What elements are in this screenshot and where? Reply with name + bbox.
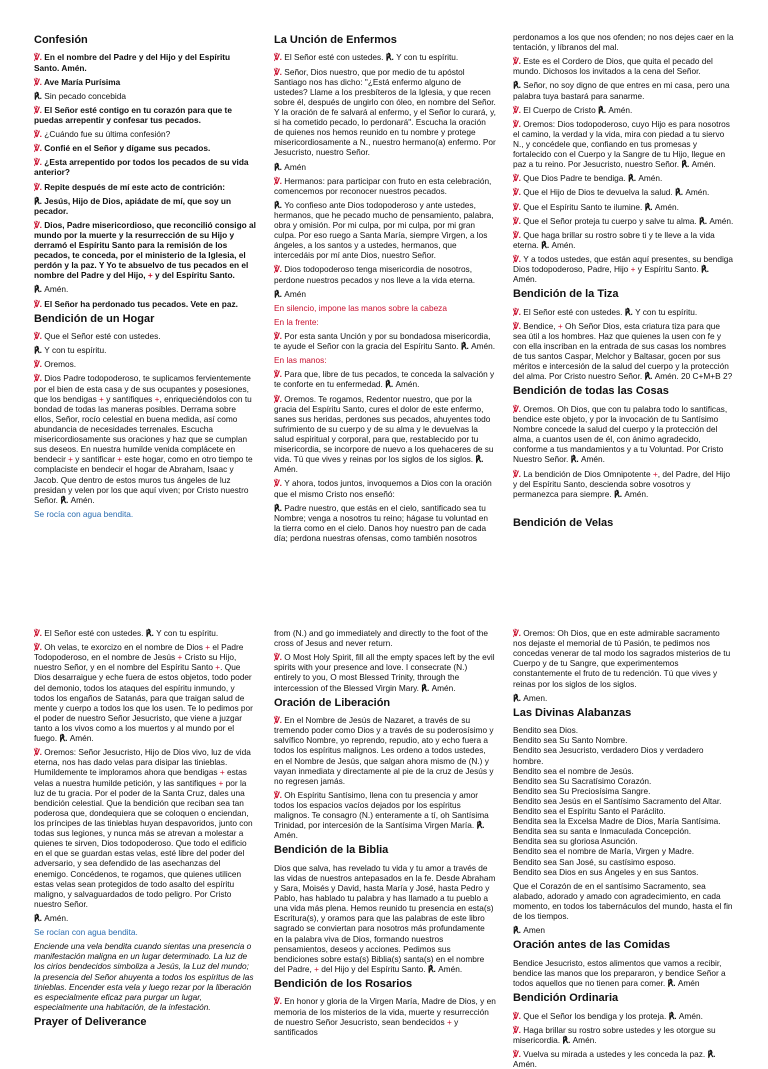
paragraph bbox=[513, 1025, 735, 1045]
paragraph bbox=[274, 369, 496, 389]
paragraph bbox=[34, 373, 256, 504]
paragraph-text: Que el Señor proteja tu cuerpo y salve tu alma. bbox=[523, 215, 697, 226]
response-text: Amén. bbox=[608, 104, 633, 115]
paragraph-text: El Cuerpo de Cristo bbox=[523, 104, 596, 115]
paragraph-text: La bendición de Dios Omnipotente +, del Padre, del Hijo y del Espíritu Santo, descienda sobre vosotros y permanezca para siempre. bbox=[513, 468, 731, 499]
versicle-mark: ℣. bbox=[513, 187, 524, 198]
paragraph bbox=[34, 182, 256, 192]
paragraph-text: Dios que salva, has revelado tu vida y tu amor a través de las vidas de nuestros antepasados en la fe. Desde Abraham y Sara, Moisés y David, hasta María y José, hasta Pedro y Pablo, has hablado tu palabra y has llamado a tu pueblo a una vida más plena. Hemos reunido tu presencia en esta(s) Escritura(s), y oramos para que las palabras de este libro sagrado se conviertan para nosotros más profundamente en la palabra viva de Dios, formando nuestros pensamientos, deseos y acciones. Pedimos sus bendiciones sobre esta(s) Biblia(s) santa(s) en el nombre del Padre, + del Hijo y del Espíritu Santo. bbox=[274, 862, 496, 974]
paragraph-text: Vuelva su mirada a ustedes y les conceda la paz. bbox=[523, 1048, 706, 1059]
response-mark: ℟. bbox=[628, 173, 639, 184]
paragraph-text: El Señor esté con ustedes. bbox=[523, 306, 623, 317]
versicle-mark: ℣. bbox=[274, 264, 285, 275]
paragraph-text: Amen. bbox=[523, 692, 548, 703]
response-mark: ℟. bbox=[675, 187, 686, 198]
response-mark: ℟. bbox=[681, 159, 692, 170]
response-mark: ℟. bbox=[476, 820, 485, 831]
paragraph-text: En silencio, impone las manos sobre la cabeza bbox=[274, 302, 447, 313]
response-text: Amén. 20 C+M+B 2? bbox=[654, 371, 733, 382]
paragraph bbox=[34, 105, 256, 125]
versicle-mark: ℣. bbox=[513, 118, 524, 129]
paragraph bbox=[274, 652, 496, 692]
paragraph-text: Se rocía con agua bendita. bbox=[34, 508, 134, 519]
paragraph bbox=[513, 80, 735, 100]
paragraph bbox=[274, 331, 496, 351]
versicle-mark: ℣. bbox=[34, 642, 45, 653]
paragraph-text: Oremos. Oh Dios, que con tu palabra todo lo santificas, bendice este objeto, y por la invocación de tu Santísimo Nombre concede la salud del cuerpo y la protección del alma, a cuantos usen de él, con ánimo agradecido, conforme a tus mandamientos y a tu Voluntad. Por Cristo Nuestro Señor. bbox=[513, 403, 728, 465]
paragraph bbox=[513, 32, 735, 52]
litany-line: Bendito sea Dios en sus Ángeles y en sus Santos. bbox=[513, 866, 699, 877]
paragraph bbox=[513, 307, 735, 317]
response-text: Amén. bbox=[274, 464, 298, 475]
paragraph bbox=[513, 254, 735, 284]
paragraph-text: Que el Señor los bendiga y los proteja. bbox=[523, 1010, 667, 1021]
paragraph bbox=[34, 52, 256, 72]
versicle-mark: ℣. bbox=[274, 52, 285, 63]
response-mark: ℟. bbox=[624, 306, 636, 317]
section-heading: Oración de Liberación bbox=[274, 696, 391, 709]
paragraph-text: Amén bbox=[284, 288, 306, 299]
response-text: Amén. bbox=[438, 963, 463, 974]
response-text: Amén. bbox=[685, 187, 710, 198]
paragraph bbox=[34, 196, 256, 216]
cross-mark: + bbox=[117, 454, 123, 465]
cross-mark: + bbox=[154, 393, 160, 404]
paragraph bbox=[513, 321, 735, 382]
litany-line: Bendito sea Jesucristo, verdadero Dios y verdadero hombre. bbox=[513, 745, 704, 766]
response-mark: ℟. bbox=[274, 502, 285, 513]
cross-mark: + bbox=[652, 468, 658, 479]
response-text: Amén. bbox=[70, 494, 95, 505]
versicle-mark: ℣. bbox=[274, 652, 285, 663]
response-text: Amén. bbox=[654, 201, 679, 212]
response-text: Amén. bbox=[678, 1010, 703, 1021]
paragraph bbox=[34, 284, 256, 294]
response-text: Amén. bbox=[395, 379, 420, 390]
paragraph bbox=[274, 200, 496, 261]
response-mark: ℟. bbox=[667, 977, 678, 988]
response-mark: ℟. bbox=[460, 341, 472, 352]
paragraph bbox=[513, 1049, 735, 1069]
response-mark: ℟. bbox=[274, 199, 285, 210]
paragraph bbox=[34, 927, 256, 937]
versicle-mark: ℣. bbox=[513, 468, 524, 479]
paragraph-text: Oremos. bbox=[44, 359, 77, 370]
versicle-mark: ℣. bbox=[513, 306, 524, 317]
versicle-mark: ℣. bbox=[274, 393, 285, 404]
cross-mark: + bbox=[99, 393, 104, 404]
page1-column-1 bbox=[34, 32, 256, 530]
response-text: Y con tu espíritu. bbox=[156, 628, 219, 638]
litany-line: Bendito sea el nombre de Jesús. bbox=[513, 765, 634, 776]
paragraph-text: ¿Esta arrepentido por todos los pecados de su vida anterior? bbox=[34, 157, 249, 178]
paragraph-text: Que el Espíritu Santo te ilumine. bbox=[523, 201, 643, 212]
response-mark: ℟. bbox=[475, 454, 484, 465]
versicle-mark: ℣. bbox=[274, 331, 285, 342]
versicle-mark: ℣. bbox=[513, 1024, 524, 1035]
paragraph bbox=[513, 881, 735, 921]
paragraph bbox=[274, 52, 496, 62]
versicle-mark: ℣. bbox=[513, 320, 524, 331]
paragraph bbox=[34, 77, 256, 87]
paragraph bbox=[274, 303, 496, 313]
paragraph bbox=[34, 509, 256, 519]
paragraph-text: perdonamos a los que nos ofenden; no nos dejes caer en la tentación, y líbranos del mal. bbox=[513, 32, 734, 53]
response-mark: ℟. bbox=[644, 371, 655, 382]
versicle-mark: ℣. bbox=[34, 129, 45, 140]
response-mark: ℟. bbox=[513, 692, 524, 703]
paragraph-text: Oremos: Señor Jesucristo, Hijo de Dios vivo, luz de vida eterna, nos has dado velas para disipar las tinieblas. Humildemente te imploramos ahora que bendigas + estas velas a nuestra humilde petición, y las santifiques + por la luz de tu gracia. Por el poder de la Santa Cruz, dales una bendición celestial. Que la bendición que reciban sea tan poderosa que, dondequiera que se coloquen o enciendan, los príncipes de las tinieblas huyan despavoridos, junto con todas sus legiones, y nunca más se atrevan a molestar a quienes te sirven, Dios todopoderoso. Que todo el edificio en el que se guardan estas velas, esté libre del poder del adversario, y sea defendido de las asechanzas del enemigo. Concédenos, te rogamos, que quienes utilicen estas velas sean protegidos de todo asalto del espíritu maligno, y salvaguardados de todo peligro. Por Cristo nuestro Señor. bbox=[34, 747, 253, 909]
paragraph-text: Y ahora, todos juntos, invoquemos a Dios con la oración que el mismo Cristo nos enseñó: bbox=[274, 478, 492, 499]
response-text: Y con tu espíritu. bbox=[396, 52, 459, 63]
paragraph bbox=[274, 162, 496, 172]
section-heading: Bendición de la Tiza bbox=[513, 288, 619, 301]
paragraph-text: Amen bbox=[523, 925, 545, 936]
section-heading: Bendición Ordinaria bbox=[513, 992, 619, 1005]
paragraph-text: Yo confieso ante Dios todopoderoso y ante ustedes, hermanos, que he pecado mucho de pensamiento, palabra, obra y omisión. Por mi culpa, por mi culpa, por mi gran culpa. Por eso ruego a Santa María, siempre Virgen, a los ángeles, a los santos y a ustedes, hermanos, que intercedáis por mí ante Dios, nuestro Señor. bbox=[274, 199, 494, 261]
response-mark: ℟. bbox=[145, 628, 157, 638]
response-text: Amén. bbox=[513, 274, 537, 285]
paragraph-text: Enciende una vela bendita cuando sientas una presencia o manifestación maligna en un lugar determinado. La luz de los cirios bendecidos simboliza a Jesús, la Luz del mundo; la presencia del Señor ahuyenta a todos los espíritus de las tinieblas. Encender esta vela y luego rezar por la liberación es especialmente eficaz para purgar un lugar, especialmente una habitación, de la infestación. bbox=[34, 941, 254, 1012]
paragraph-text: Haga brillar su rostro sobre ustedes y les otorgue su misericordia. bbox=[513, 1024, 716, 1045]
paragraph-text: Oh Espíritu Santísimo, llena con tu presencia y amor todos los espacios vacíos dejados por los espíritus malignos. Te consagro (N.) enteramente a tí, oh Santísima Trinidad, por intercesión de la Santísima Virgen María. bbox=[274, 789, 489, 831]
paragraph-text: Amén. bbox=[44, 912, 69, 923]
paragraph bbox=[34, 747, 256, 909]
page1-column-3 bbox=[513, 32, 735, 552]
paragraph bbox=[34, 91, 256, 101]
response-text: Amén. bbox=[691, 159, 716, 170]
versicle-mark: ℣. bbox=[513, 173, 524, 184]
cross-mark: + bbox=[205, 642, 211, 653]
paragraph bbox=[513, 105, 735, 115]
cross-mark: + bbox=[557, 320, 563, 331]
versicle-mark: ℣. bbox=[274, 175, 285, 186]
response-mark: ℟. bbox=[34, 912, 45, 923]
litany-line: Bendito sea Dios. bbox=[513, 725, 579, 736]
paragraph bbox=[34, 941, 256, 1012]
paragraph-text: Dios Padre todopoderoso, te suplicamos fervientemente por el bien de esta casa y de sus ocupantes y posesiones, que los bendigas + y santifiques +, enriqueciéndolos con tu bondad de todas las maneras posibles. Derrama sobre ellos, Señor, rocío celestial en buena medida, así como abundancia de necesidades terrenales. Escucha misericordiosamente sus oraciones y haz que se cumplan sus deseos. En nuestra humilde venida complácete en bendecir + y santificar + este hogar, como en otro tiempo te complaciste en bendecir el hogar de Abraham, Isaac y Jacob. Que dentro de estos muros tus ángeles de luz presidan y velen por los que aquí viven; por Cristo nuestro Señor. bbox=[34, 373, 253, 505]
paragraph bbox=[34, 129, 256, 139]
litany-line: Bendita sea su santa e Inmaculada Concepción. bbox=[513, 826, 692, 837]
response-text: Amén. bbox=[274, 830, 298, 841]
paragraph-text: Oremos: Dios todopoderoso, cuyo Hijo es para nosotros el camino, la verdad y la vida, mira con piedad a tu siervo N., y concédele que, confiando en tus promesas y fortalecido con el Cuerpo y la Sangre de tu Hijo, llegue en paz a tu reino. Por Jesucristo, nuestro Señor. bbox=[513, 118, 730, 170]
cross-mark: + bbox=[218, 777, 224, 788]
paragraph-text: Y a todos ustedes, que están aquí presentes, su bendiga Dios todopoderoso, Padre, Hijo + y Espíritu Santo. bbox=[513, 253, 734, 275]
paragraph-text: Bendice Jesucristo, estos alimentos que vamos a recibir, bendice las manos que los prepararon, y bendice Señor a todos aquellos que no tienen para comer. bbox=[513, 957, 726, 988]
paragraph-text: Y con tu espíritu. bbox=[44, 345, 107, 356]
paragraph-text: Jesús, Hijo de Dios, apiádate de mí, que soy un pecador. bbox=[34, 195, 232, 216]
response-mark: ℟. bbox=[421, 682, 432, 693]
paragraph-text: En el Nombre de Jesús de Nazaret, a través de su tremendo poder como Dios y a través de su poderosísimo y salvífico Nombre, yo reprendo, repudio, ato y echo fuera a todos los espíritus malignos. Les ordeno a todos ustedes, en el Nombre de Jesús, que salgan ahora mismo de (N.) y vayan inmediata y directamente al pie de la cruz de Jesús y no regresen jamás. bbox=[274, 715, 494, 786]
paragraph bbox=[274, 355, 496, 365]
paragraph-text: En las manos: bbox=[274, 355, 327, 366]
response-text: Amén. bbox=[69, 733, 94, 744]
response-mark: ℟. bbox=[34, 195, 45, 206]
paragraph-text: Que el Hijo de Dios te devuelva la salud. bbox=[523, 187, 673, 198]
section-heading: Bendición de todas las Cosas bbox=[513, 385, 669, 398]
response-mark: ℟. bbox=[644, 201, 655, 212]
response-mark: ℟. bbox=[614, 488, 625, 499]
versicle-mark: ℣. bbox=[34, 76, 44, 87]
response-mark: ℟. bbox=[668, 1010, 679, 1021]
response-text: Amén. bbox=[551, 239, 576, 250]
versicle-mark: ℣. bbox=[513, 628, 524, 638]
section-heading: Oración antes de las Comidas bbox=[513, 939, 671, 952]
paragraph bbox=[274, 317, 496, 327]
section-heading: Bendición de un Hogar bbox=[34, 312, 155, 325]
page1-column-2 bbox=[274, 32, 496, 550]
paragraph-text: En el nombre del Padre y del Hijo y del Espíritu Santo. Amén. bbox=[34, 52, 231, 73]
versicle-mark: ℣. bbox=[274, 996, 285, 1007]
paragraph-text: O Most Holy Spirit, fill all the empty spaces left by the evil spirits with your presence and love. I consecrate (N.) entirely to you, O most Blessed Trinity, through the intercession of the Blessed Virgin Mary. bbox=[274, 652, 495, 693]
paragraph bbox=[513, 173, 735, 183]
response-text: Amén. bbox=[638, 173, 663, 184]
paragraph-text: En honor y gloria de la Virgen María, Madre de Dios, y en memoria de los misterios de la vida, muerte y resurrección de nuestro Señor Jesucristo, sean bendecidos + y santificados bbox=[274, 996, 496, 1037]
paragraph-text: Repite después de mí este acto de contrición: bbox=[44, 181, 226, 192]
response-text: Amén. bbox=[431, 682, 456, 693]
litany-line: Bendito sea el Espíritu Santo el Paráclito. bbox=[513, 806, 666, 817]
response-mark: ℟. bbox=[707, 1048, 716, 1059]
versicle-mark: ℣. bbox=[34, 181, 45, 192]
versicle-mark: ℣. bbox=[513, 1048, 524, 1059]
paragraph-text: Para que, libre de tus pecados, te conceda la salvación y te conforte en tu enfermedad. bbox=[274, 369, 495, 390]
response-mark: ℟. bbox=[274, 288, 285, 299]
litany-line: Bendita sea su gloriosa Asunción. bbox=[513, 836, 638, 847]
response-mark: ℟. bbox=[598, 104, 609, 115]
response-mark: ℟. bbox=[570, 454, 581, 465]
versicle-mark: ℣. bbox=[274, 66, 285, 77]
litany-line: Bendito sea Su Preciosísima Sangre. bbox=[513, 785, 651, 796]
paragraph-text: Se rocían con agua bendita. bbox=[34, 927, 138, 938]
response-mark: ℟. bbox=[274, 161, 285, 172]
section-heading: Las Divinas Alabanzas bbox=[513, 706, 632, 719]
paragraph bbox=[34, 359, 256, 369]
cross-mark: + bbox=[219, 767, 225, 778]
paragraph-text: El Señor esté contigo en tu corazón para que te puedas arrepentir y confesar tus pecados. bbox=[34, 104, 232, 125]
page2-column-3 bbox=[513, 628, 735, 1069]
paragraph bbox=[513, 628, 735, 689]
paragraph-text: Hermanos: para participar con fruto en esta celebración, comencemos por reconocer nuestros pecados. bbox=[274, 175, 492, 196]
paragraph-text: El Señor esté con ustedes. bbox=[284, 52, 384, 63]
paragraph bbox=[513, 119, 735, 170]
paragraph-text: Dios, Padre misericordioso, que reconcilió consigo al mundo por la muerte y la resurrección de su Hijo y derramó el Espíritu Santo para la remisión de los pecados, te conceda, por el ministerio de la Iglesia, el perdón y la paz. Y Yo te absuelvo de tus pecados en el nombre del Padre y del Hijo, + y del Espíritu Santo. bbox=[34, 219, 256, 281]
paragraph-text: Padre nuestro, que estás en el cielo, santificado sea tu Nombre; venga a nosotros tu reino; hágase tu voluntad en la tierra como en el cielo. Danos hoy nuestro pan de cada día; perdona nuestras ofensas, como también nosotros bbox=[274, 502, 489, 543]
cross-mark: + bbox=[314, 963, 319, 974]
paragraph bbox=[34, 642, 256, 743]
litany-line: Bendito sea el nombre de María, Virgen y Madre. bbox=[513, 846, 695, 857]
paragraph bbox=[513, 56, 735, 76]
paragraph bbox=[513, 404, 735, 465]
cross-mark: + bbox=[630, 264, 636, 275]
response-text: Amén. bbox=[471, 341, 496, 352]
versicle-mark: ℣. bbox=[274, 369, 285, 380]
section-heading: Bendición de los Rosarios bbox=[274, 977, 413, 990]
paragraph-text: El Señor ha perdonado tus pecados. Vete en paz. bbox=[44, 298, 238, 309]
litany-list bbox=[513, 725, 735, 877]
page2-column-1 bbox=[34, 628, 256, 1028]
section-heading: Prayer of Deliverance bbox=[34, 1015, 147, 1028]
paragraph bbox=[513, 187, 735, 197]
page2-column-2 bbox=[274, 628, 496, 1037]
versicle-mark: ℣. bbox=[34, 359, 45, 370]
versicle-mark: ℣. bbox=[513, 215, 524, 226]
paragraph-text: Que el Corazón de en el santísimo Sacramento, sea alabado, adorado y amado con agradecimiento, en cada momento, en todos los tabernáculos del mundo, hasta el fin de los tiempos. bbox=[513, 880, 733, 922]
response-text: Amén. bbox=[624, 488, 649, 499]
versicle-mark: ℣. bbox=[513, 201, 524, 212]
paragraph-text: Señor, no soy digno de que entres en mi casa, pero una palabra tuya bastará para sanarme. bbox=[513, 80, 730, 101]
paragraph-text: El Señor esté con ustedes. bbox=[44, 628, 144, 638]
paragraph-text: Amén bbox=[284, 161, 306, 172]
litany-line: Bendito sea San José, su castísimo esposo. bbox=[513, 856, 676, 867]
response-text: Amén. bbox=[572, 1034, 597, 1045]
response-mark: ℟. bbox=[699, 215, 710, 226]
paragraph-text: Que haga brillar su rostro sobre ti y te lleve a la vida eterna. bbox=[513, 229, 715, 250]
paragraph bbox=[274, 478, 496, 498]
spacer bbox=[513, 503, 735, 515]
paragraph bbox=[34, 331, 256, 341]
response-mark: ℟. bbox=[700, 264, 709, 275]
paragraph bbox=[274, 628, 496, 648]
paragraph bbox=[34, 913, 256, 923]
paragraph bbox=[513, 230, 735, 250]
paragraph bbox=[34, 299, 256, 309]
response-mark: ℟. bbox=[34, 345, 45, 356]
response-mark: ℟. bbox=[34, 90, 45, 101]
versicle-mark: ℣. bbox=[274, 715, 285, 726]
versicle-mark: ℣. bbox=[34, 628, 45, 638]
response-mark: ℟. bbox=[562, 1034, 573, 1045]
paragraph-text: Sin pecado concebida bbox=[44, 90, 126, 101]
paragraph bbox=[513, 1011, 735, 1021]
paragraph bbox=[274, 176, 496, 196]
cross-mark: + bbox=[147, 270, 153, 281]
paragraph-text: Confié en el Señor y dígame sus pecados. bbox=[44, 143, 211, 154]
response-mark: ℟. bbox=[59, 733, 70, 744]
versicle-mark: ℣. bbox=[34, 157, 45, 168]
paragraph bbox=[274, 790, 496, 841]
versicle-mark: ℣. bbox=[513, 229, 524, 240]
paragraph-text: En la frente: bbox=[274, 316, 319, 327]
versicle-mark: ℣. bbox=[34, 331, 45, 342]
cross-mark: + bbox=[177, 652, 183, 663]
versicle-mark: ℣. bbox=[34, 747, 45, 758]
response-mark: ℟. bbox=[60, 494, 71, 505]
litany-line: Bendito sea Su Sacratísimo Corazón. bbox=[513, 775, 652, 786]
response-mark: ℟. bbox=[385, 379, 396, 390]
paragraph bbox=[274, 264, 496, 284]
paragraph-text: from (N.) and go immediately and directly to the foot of the cross of Jesus and never return. bbox=[274, 628, 488, 649]
paragraph bbox=[34, 628, 256, 638]
versicle-mark: ℣. bbox=[513, 104, 524, 115]
response-text: Amén bbox=[677, 977, 700, 988]
paragraph-text: Oremos. Te rogamos, Redentor nuestro, que por la gracia del Espíritu Santo, cures el dolor de este enfermo, sanes sus heridas, perdones sus pecados, ahuyentes todo sufrimiento de su cuerpo y de su alma y le devuelvas la salud espiritual y corporal, para que, restablecido por tu misericordia, se incorpore de nuevo a los quehaceres de su vida. Tú que vives y reinas por los siglos de los siglos. bbox=[274, 393, 494, 465]
response-mark: ℟. bbox=[385, 52, 397, 63]
paragraph bbox=[274, 394, 496, 475]
paragraph-text: Señor, Dios nuestro, que por medio de tu apóstol Santiago nos has dicho: "¿Está enfermo alguno de ustedes? Llame a los presbíteros de la Iglesia, y que recen sobre él, después de ungirlo con óleo, en nombre del Señor. Y la oración de fe salvará al enfermo, y el Señor lo curará, y, si ha cometido pecado, lo perdonará". Escucha la oración de quienes nos hemos reunido en tu nombre y protege misericordiosamente a N., nuestro hermano(a) enfermo. Por Jesucristo, nuestro Señor. bbox=[274, 66, 496, 158]
versicle-mark: ℣. bbox=[274, 789, 285, 800]
paragraph-text: Dios todopoderoso tenga misericordia de nosotros, perdone nuestros pecados y nos lleve a la vida eterna. bbox=[274, 264, 476, 285]
paragraph bbox=[34, 143, 256, 153]
paragraph bbox=[513, 693, 735, 703]
paragraph-text: Amén. bbox=[44, 284, 69, 295]
versicle-mark: ℣. bbox=[513, 1010, 524, 1021]
paragraph bbox=[513, 958, 735, 988]
response-text: Y con tu espíritu. bbox=[635, 306, 698, 317]
section-heading: La Unción de Enfermos bbox=[274, 34, 397, 46]
response-mark: ℟. bbox=[34, 284, 45, 295]
paragraph bbox=[274, 863, 496, 974]
versicle-mark: ℣. bbox=[513, 253, 524, 264]
paragraph-text: Oremos: Oh Dios, que en este admirable sacramento nos dejaste el memorial de tú Pasión, te pedimos nos concedas venerar de tal modo los sagrados misterios de tu Cuerpo y de tu Sangre, que experimentemos constantemente el fruto de tu redención. Tú que vives y reinas por los siglos de los siglos. bbox=[513, 628, 731, 689]
section-heading: Confesión bbox=[34, 34, 88, 46]
paragraph bbox=[513, 216, 735, 226]
paragraph-text: Por esta santa Unción y por su bondadosa misericordia, te ayude el Señor con la gracia del Espíritu Santo. bbox=[274, 331, 491, 352]
paragraph-text: Este es el Cordero de Dios, que quita el pecado del mundo. Dichosos los invitados a la cena del Señor. bbox=[513, 56, 713, 77]
versicle-mark: ℣. bbox=[34, 104, 45, 115]
paragraph bbox=[513, 202, 735, 212]
versicle-mark: ℣. bbox=[34, 52, 45, 63]
response-mark: ℟. bbox=[513, 80, 524, 91]
response-text: Amén. bbox=[709, 215, 734, 226]
paragraph-text: ¿Cuándo fue su última confesión? bbox=[44, 129, 171, 140]
paragraph bbox=[274, 67, 496, 158]
cross-mark: + bbox=[68, 454, 73, 465]
litany-line: Bendito sea Jesús en el Santísimo Sacramento del Altar. bbox=[513, 795, 722, 806]
versicle-mark: ℣. bbox=[513, 56, 524, 67]
cross-mark: + bbox=[215, 662, 221, 673]
paragraph-text: Que el Señor esté con ustedes. bbox=[44, 331, 161, 342]
paragraph bbox=[513, 925, 735, 935]
paragraph bbox=[34, 345, 256, 355]
versicle-mark: ℣. bbox=[513, 403, 524, 414]
paragraph-text: Que Dios Padre te bendiga. bbox=[523, 173, 626, 184]
section-heading: Bendición de la Biblia bbox=[274, 844, 389, 857]
paragraph-text: Bendice, + Oh Señor Dios, esta criatura tiza para que sea útil a los hombres. Haz que quienes la usen con fe y con ella inscriban en la entrada de sus casas los nombres de tus santos Caspar, Melchor y Baltasar, gocen por sus méritos e intercesión de la salud del cuerpo y la protección del alma. Por Cristo nuestro Señor. bbox=[513, 320, 729, 382]
versicle-mark: ℣. bbox=[34, 143, 45, 154]
paragraph bbox=[34, 157, 256, 177]
paragraph bbox=[274, 996, 496, 1036]
litany-line: Bendito sea Su Santo Nombre. bbox=[513, 735, 628, 746]
versicle-mark: ℣. bbox=[34, 298, 45, 309]
cross-mark: + bbox=[446, 1016, 452, 1027]
versicle-mark: ℣. bbox=[34, 373, 45, 384]
paragraph bbox=[274, 715, 496, 786]
versicle-mark: ℣. bbox=[274, 478, 285, 489]
versicle-mark: ℣. bbox=[34, 219, 45, 230]
paragraph bbox=[274, 503, 496, 543]
paragraph-text: Ave María Purísima bbox=[43, 76, 121, 87]
litany-line: Bendita sea la Excelsa Madre de Dios, María Santísima. bbox=[513, 816, 721, 827]
response-mark: ℟. bbox=[513, 925, 524, 936]
response-text: Amén. bbox=[513, 1058, 537, 1069]
paragraph bbox=[513, 469, 735, 499]
response-text: Amén. bbox=[580, 454, 605, 465]
paragraph-text: Oh velas, te exorcizo en el nombre de Dios + el Padre Todopoderoso, en el nombre de Jesús + Cristo su Hijo, nuestro Señor, y en el nombre del Espíritu Santo +. Que Dios desarraigue y eche fuera de estos objetos, todo poder del demonio, todos los ataques del espíritu inmundo, y todos los engaños de Satanás, para que traigan salud de mente y cuerpo a todos los que los usen. Te lo pedimos por el poder de nuestro Señor Jesucristo, que viene a juzgar tanto a los vivos como a los muertos y al mundo por el fuego. bbox=[34, 642, 253, 744]
section-heading: Bendición de Velas bbox=[513, 516, 614, 529]
response-mark: ℟. bbox=[541, 239, 552, 250]
paragraph bbox=[34, 220, 256, 281]
paragraph bbox=[274, 289, 496, 299]
response-mark: ℟. bbox=[427, 963, 439, 974]
